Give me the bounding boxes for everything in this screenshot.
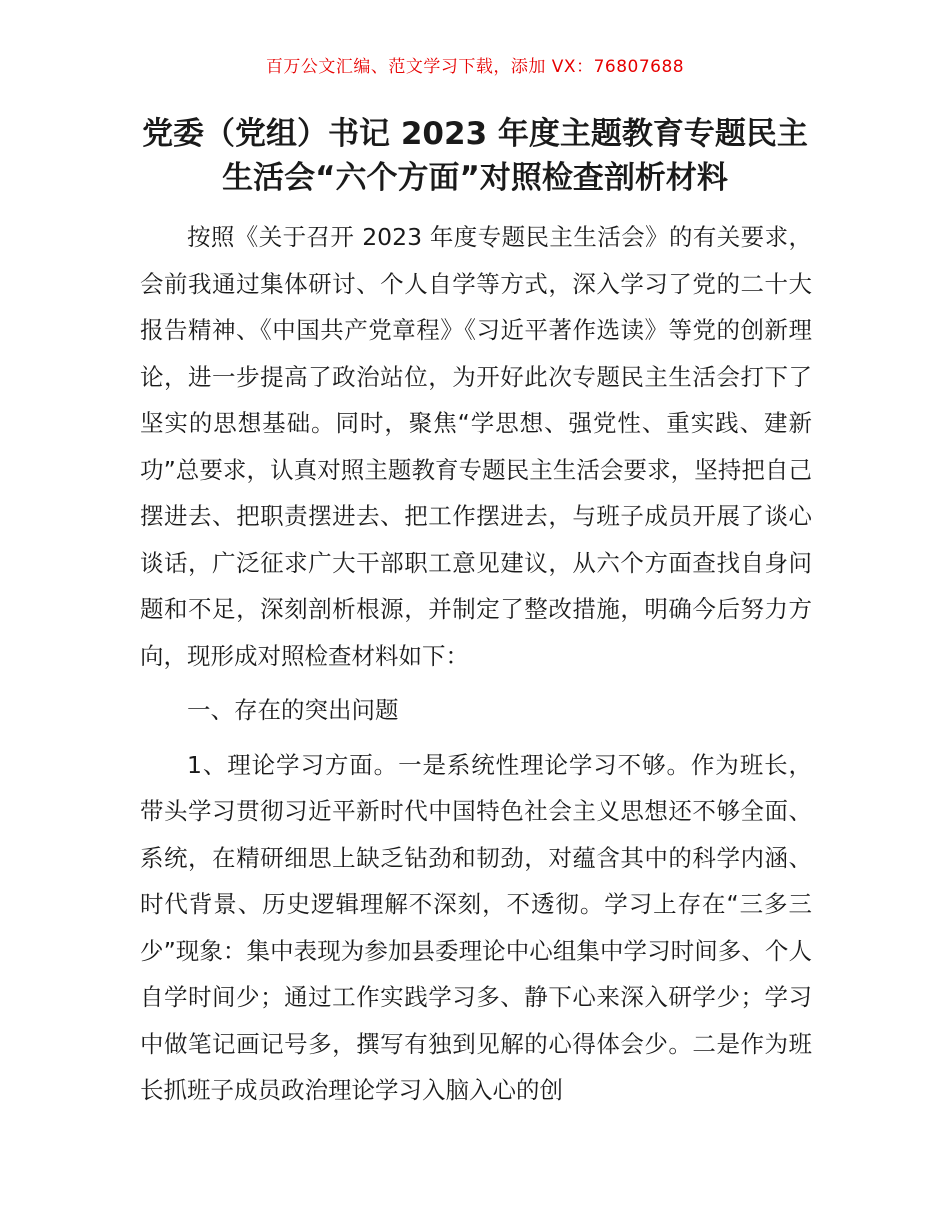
intro-paragraph: 按照《关于召开 2023 年度专题民主生活会》的有关要求，会前我通过集体研讨、个人自学等方式，深入学习了党的二十大报告精神、《中国共产党章程》《习近平著作选读》等党的创新理论，进一步提高了政治站位，为开好此次专题民主生活会打下了坚实的思想基础。同时，聚焦“学思想、强党性、重实践、建新功”总要求，认真对照主题教育专题民主生活会要求，坚持把自己摆进去、把职责摆进去、把工作摆进去，与班子成员开展了谈心谈话，广泛征求广大干部职工意见建议，从六个方面查找自身问题和不足，深刻剖析根源，并制定了整改措施，明确今后努力方向，现形成对照检查材料如下： <box>140 223 812 670</box>
theory-study-paragraph: 1、理论学习方面。一是系统性理论学习不够。作为班长，带头学习贯彻习近平新时代中国特色社会主义思想还不够全面、系统，在精研细思上缺乏钻劲和韧劲，对蕴含其中的科学内涵、时代背景、历史逻辑理解不深刻，不透彻。学习上存在“三多三少”现象：集中表现为参加县委理论中心组集中学习时间多、个人自学时间少；通过工作实践学习多、静下心来深入研学少；学习中做笔记画记号多，撰写有独到见解的心得体会少。二是作为班长抓班子成员政治理论学习入脑入心的创 <box>140 750 812 1104</box>
document-title <box>120 112 830 200</box>
title-line-2: 生活会“六个方面”对照检查剖析材料 <box>222 160 728 196</box>
title-line-1: 党委（党组）书记 2023 年度主题教育专题民主 <box>142 116 808 152</box>
header-watermark-note: 百万公文汇编、范文学习下载，添加 VX：76807688 <box>265 57 685 77</box>
document-body <box>140 214 812 1114</box>
section-heading: 一、存在的突出问题 <box>187 696 399 724</box>
